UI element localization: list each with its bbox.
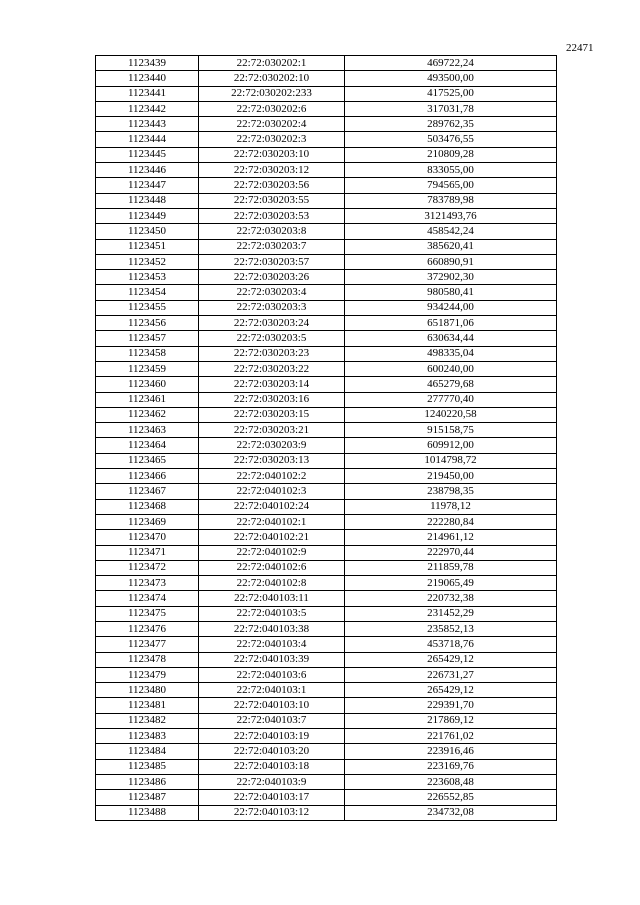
row-number-cell: 1123475 [96, 606, 199, 621]
cadastral-number-cell: 22:72:040102:3 [199, 484, 345, 499]
row-number-cell: 1123446 [96, 163, 199, 178]
value-cell: 219450,00 [345, 469, 557, 484]
row-number-cell: 1123480 [96, 683, 199, 698]
table-row [96, 346, 557, 361]
cadastral-number-cell: 22:72:040103:5 [199, 606, 345, 621]
row-number-cell: 1123440 [96, 71, 199, 86]
value-cell: 229391,70 [345, 698, 557, 713]
cadastral-number-cell: 22:72:040103:4 [199, 637, 345, 652]
table-row [96, 163, 557, 178]
table-row [96, 224, 557, 239]
row-number-cell: 1123476 [96, 621, 199, 636]
table-row [96, 667, 557, 682]
table-row [96, 300, 557, 315]
value-cell: 372902,30 [345, 270, 557, 285]
page-number: 22471 [566, 42, 594, 54]
value-cell: 214961,12 [345, 530, 557, 545]
row-number-cell: 1123477 [96, 637, 199, 652]
cadastral-number-cell: 22:72:030203:55 [199, 193, 345, 208]
value-cell: 238798,35 [345, 484, 557, 499]
value-cell: 469722,24 [345, 56, 557, 71]
row-number-cell: 1123454 [96, 285, 199, 300]
table-row [96, 621, 557, 636]
row-number-cell: 1123482 [96, 713, 199, 728]
table-row [96, 254, 557, 269]
row-number-cell: 1123450 [96, 224, 199, 239]
table-row [96, 637, 557, 652]
table-row [96, 652, 557, 667]
row-number-cell: 1123472 [96, 560, 199, 575]
table-row [96, 774, 557, 789]
value-cell: 11978,12 [345, 499, 557, 514]
value-cell: 934244,00 [345, 300, 557, 315]
cadastral-number-cell: 22:72:030203:16 [199, 392, 345, 407]
cadastral-number-cell: 22:72:030203:15 [199, 407, 345, 422]
value-cell: 231452,29 [345, 606, 557, 621]
cadastral-number-cell: 22:72:040103:39 [199, 652, 345, 667]
cadastral-number-cell: 22:72:040103:7 [199, 713, 345, 728]
table-row [96, 71, 557, 86]
value-cell: 220732,38 [345, 591, 557, 606]
value-cell: 222970,44 [345, 545, 557, 560]
value-cell: 1014798,72 [345, 453, 557, 468]
row-number-cell: 1123483 [96, 729, 199, 744]
value-cell: 453718,76 [345, 637, 557, 652]
table-row [96, 683, 557, 698]
cadastral-number-cell: 22:72:040103:1 [199, 683, 345, 698]
row-number-cell: 1123458 [96, 346, 199, 361]
table-row [96, 132, 557, 147]
cadastral-number-cell: 22:72:030203:9 [199, 438, 345, 453]
row-number-cell: 1123471 [96, 545, 199, 560]
table-row [96, 331, 557, 346]
value-cell: 219065,49 [345, 576, 557, 591]
row-number-cell: 1123455 [96, 300, 199, 315]
table-row [96, 438, 557, 453]
cadastral-number-cell: 22:72:030203:24 [199, 316, 345, 331]
table-body [96, 56, 557, 821]
cadastral-number-cell: 22:72:030203:5 [199, 331, 345, 346]
row-number-cell: 1123461 [96, 392, 199, 407]
cadastral-number-cell: 22:72:040103:12 [199, 805, 345, 820]
table-row [96, 790, 557, 805]
row-number-cell: 1123449 [96, 208, 199, 223]
value-cell: 226552,85 [345, 790, 557, 805]
value-cell: 915158,75 [345, 423, 557, 438]
cadastral-number-cell: 22:72:040103:10 [199, 698, 345, 713]
value-cell: 498335,04 [345, 346, 557, 361]
cadastral-number-cell: 22:72:030203:13 [199, 453, 345, 468]
table-row [96, 361, 557, 376]
table-row [96, 407, 557, 422]
table-row [96, 117, 557, 132]
row-number-cell: 1123463 [96, 423, 199, 438]
cadastral-number-cell: 22:72:040102:6 [199, 560, 345, 575]
table-row [96, 86, 557, 101]
row-number-cell: 1123467 [96, 484, 199, 499]
table-row [96, 530, 557, 545]
table-row [96, 453, 557, 468]
table-row [96, 744, 557, 759]
table-row [96, 560, 557, 575]
value-cell: 465279,68 [345, 377, 557, 392]
value-cell: 600240,00 [345, 361, 557, 376]
row-number-cell: 1123444 [96, 132, 199, 147]
table-row [96, 759, 557, 774]
value-cell: 3121493,76 [345, 208, 557, 223]
value-cell: 223608,48 [345, 774, 557, 789]
cadastral-number-cell: 22:72:030203:3 [199, 300, 345, 315]
cadastral-number-cell: 22:72:030203:4 [199, 285, 345, 300]
value-cell: 223169,76 [345, 759, 557, 774]
cadastral-number-cell: 22:72:040103:20 [199, 744, 345, 759]
row-number-cell: 1123452 [96, 254, 199, 269]
row-number-cell: 1123439 [96, 56, 199, 71]
table-row [96, 713, 557, 728]
value-cell: 493500,00 [345, 71, 557, 86]
value-cell: 222280,84 [345, 514, 557, 529]
cadastral-number-cell: 22:72:040103:17 [199, 790, 345, 805]
row-number-cell: 1123453 [96, 270, 199, 285]
table-row [96, 698, 557, 713]
value-cell: 289762,35 [345, 117, 557, 132]
cadastral-number-cell: 22:72:030203:21 [199, 423, 345, 438]
value-cell: 210809,28 [345, 147, 557, 162]
row-number-cell: 1123456 [96, 316, 199, 331]
table-row [96, 545, 557, 560]
table-row [96, 469, 557, 484]
table-row [96, 423, 557, 438]
row-number-cell: 1123485 [96, 759, 199, 774]
row-number-cell: 1123469 [96, 514, 199, 529]
table-row [96, 484, 557, 499]
table-row [96, 101, 557, 116]
value-cell: 317031,78 [345, 101, 557, 116]
cadastral-number-cell: 22:72:030203:8 [199, 224, 345, 239]
value-cell: 503476,55 [345, 132, 557, 147]
row-number-cell: 1123448 [96, 193, 199, 208]
table-row [96, 239, 557, 254]
table-row [96, 285, 557, 300]
row-number-cell: 1123478 [96, 652, 199, 667]
row-number-cell: 1123462 [96, 407, 199, 422]
row-number-cell: 1123468 [96, 499, 199, 514]
value-cell: 226731,27 [345, 667, 557, 682]
value-cell: 211859,78 [345, 560, 557, 575]
row-number-cell: 1123460 [96, 377, 199, 392]
cadastral-number-cell: 22:72:030203:56 [199, 178, 345, 193]
cadastral-value-table [95, 55, 557, 821]
value-cell: 265429,12 [345, 652, 557, 667]
value-cell: 783789,98 [345, 193, 557, 208]
table-row [96, 193, 557, 208]
row-number-cell: 1123473 [96, 576, 199, 591]
cadastral-number-cell: 22:72:040102:24 [199, 499, 345, 514]
cadastral-number-cell: 22:72:030202:4 [199, 117, 345, 132]
cadastral-number-cell: 22:72:040103:9 [199, 774, 345, 789]
table-row [96, 514, 557, 529]
table-row [96, 178, 557, 193]
row-number-cell: 1123447 [96, 178, 199, 193]
value-cell: 458542,24 [345, 224, 557, 239]
cadastral-number-cell: 22:72:040103:18 [199, 759, 345, 774]
cadastral-number-cell: 22:72:030202:6 [199, 101, 345, 116]
row-number-cell: 1123488 [96, 805, 199, 820]
row-number-cell: 1123486 [96, 774, 199, 789]
value-cell: 833055,00 [345, 163, 557, 178]
row-number-cell: 1123464 [96, 438, 199, 453]
cadastral-number-cell: 22:72:030203:23 [199, 346, 345, 361]
value-cell: 217869,12 [345, 713, 557, 728]
cadastral-number-cell: 22:72:040103:11 [199, 591, 345, 606]
row-number-cell: 1123470 [96, 530, 199, 545]
row-number-cell: 1123474 [96, 591, 199, 606]
row-number-cell: 1123445 [96, 147, 199, 162]
value-cell: 223916,46 [345, 744, 557, 759]
cadastral-number-cell: 22:72:030203:12 [199, 163, 345, 178]
cadastral-number-cell: 22:72:030203:26 [199, 270, 345, 285]
cadastral-number-cell: 22:72:030203:14 [199, 377, 345, 392]
table-row [96, 377, 557, 392]
row-number-cell: 1123443 [96, 117, 199, 132]
value-cell: 630634,44 [345, 331, 557, 346]
cadastral-number-cell: 22:72:030202:1 [199, 56, 345, 71]
table-row [96, 606, 557, 621]
cadastral-number-cell: 22:72:040102:21 [199, 530, 345, 545]
table-row [96, 591, 557, 606]
value-cell: 609912,00 [345, 438, 557, 453]
value-cell: 651871,06 [345, 316, 557, 331]
cadastral-number-cell: 22:72:030202:10 [199, 71, 345, 86]
cadastral-number-cell: 22:72:040103:38 [199, 621, 345, 636]
row-number-cell: 1123466 [96, 469, 199, 484]
table-row [96, 56, 557, 71]
row-number-cell: 1123465 [96, 453, 199, 468]
cadastral-number-cell: 22:72:030203:53 [199, 208, 345, 223]
cadastral-number-cell: 22:72:030203:7 [199, 239, 345, 254]
cadastral-number-cell: 22:72:040103:19 [199, 729, 345, 744]
row-number-cell: 1123484 [96, 744, 199, 759]
value-cell: 660890,91 [345, 254, 557, 269]
table-row [96, 208, 557, 223]
table-row [96, 729, 557, 744]
row-number-cell: 1123481 [96, 698, 199, 713]
cadastral-number-cell: 22:72:040102:9 [199, 545, 345, 560]
value-cell: 277770,40 [345, 392, 557, 407]
row-number-cell: 1123442 [96, 101, 199, 116]
table-row [96, 316, 557, 331]
value-cell: 265429,12 [345, 683, 557, 698]
row-number-cell: 1123459 [96, 361, 199, 376]
table-row [96, 499, 557, 514]
value-cell: 234732,08 [345, 805, 557, 820]
cadastral-number-cell: 22:72:040103:6 [199, 667, 345, 682]
table-row [96, 392, 557, 407]
row-number-cell: 1123487 [96, 790, 199, 805]
table-row [96, 270, 557, 285]
table-row [96, 147, 557, 162]
cadastral-number-cell: 22:72:040102:1 [199, 514, 345, 529]
value-cell: 385620,41 [345, 239, 557, 254]
value-cell: 980580,41 [345, 285, 557, 300]
cadastral-number-cell: 22:72:030203:10 [199, 147, 345, 162]
cadastral-number-cell: 22:72:040102:2 [199, 469, 345, 484]
value-cell: 221761,02 [345, 729, 557, 744]
value-cell: 417525,00 [345, 86, 557, 101]
table-row [96, 576, 557, 591]
cadastral-number-cell: 22:72:030202:233 [199, 86, 345, 101]
cadastral-number-cell: 22:72:030203:57 [199, 254, 345, 269]
cadastral-number-cell: 22:72:040102:8 [199, 576, 345, 591]
cadastral-number-cell: 22:72:030202:3 [199, 132, 345, 147]
row-number-cell: 1123479 [96, 667, 199, 682]
row-number-cell: 1123457 [96, 331, 199, 346]
cadastral-number-cell: 22:72:030203:22 [199, 361, 345, 376]
table-row [96, 805, 557, 820]
value-cell: 235852,13 [345, 621, 557, 636]
row-number-cell: 1123451 [96, 239, 199, 254]
value-cell: 1240220,58 [345, 407, 557, 422]
row-number-cell: 1123441 [96, 86, 199, 101]
value-cell: 794565,00 [345, 178, 557, 193]
